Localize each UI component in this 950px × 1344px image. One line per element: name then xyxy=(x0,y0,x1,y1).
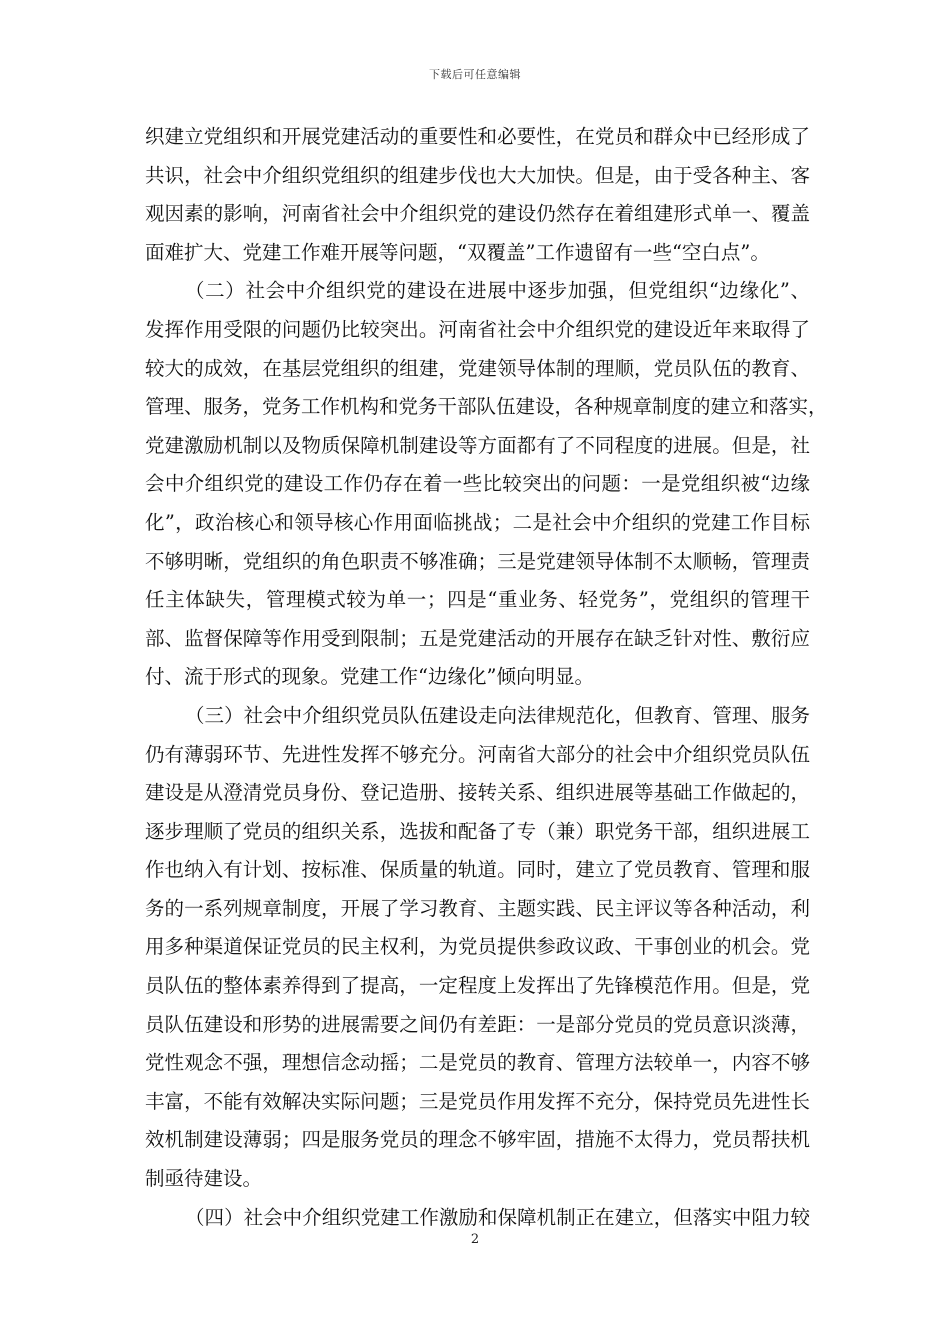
text-line: 化”，政治核心和领导核心作用面临挑战；二是社会中介组织的党建工作目标 xyxy=(145,510,810,534)
text-line: 面难扩大、党建工作难开展等问题，“双覆盖”工作遗留有一些“空白点”。 xyxy=(145,240,770,264)
text-line: 部、监督保障等作用受到限制；五是党建活动的开展存在缺乏针对性、敷衍应 xyxy=(145,626,810,650)
paragraph-heading-line: （三）社会中介组织党员队伍建设走向法律规范化，但教育、管理、服务 xyxy=(185,703,810,727)
text-line: 务的一系列规章制度，开展了学习教育、主题实践、民主评议等各种活动，利 xyxy=(145,896,810,920)
text-line: 丰富，不能有效解决实际问题；三是党员作用发挥不充分，保持党员先进性长 xyxy=(145,1089,810,1113)
text-line: 用多种渠道保证党员的民主权利，为党员提供参政议政、干事创业的机会。党 xyxy=(145,935,810,959)
text-line: 党建激励机制以及物质保障机制建设等方面都有了不同程度的进展。但是，社 xyxy=(145,433,810,457)
text-line: 效机制建设薄弱；四是服务党员的理念不够牢固，措施不太得力，党员帮扶机 xyxy=(145,1128,810,1152)
text-line: 发挥作用受限的问题仍比较突出。河南省社会中介组织党的建设近年来取得了 xyxy=(145,317,810,341)
text-line: 观因素的影响，河南省社会中介组织党的建设仍然存在着组建形式单一、覆盖 xyxy=(145,202,810,226)
text-line: 仍有薄弱环节、先进性发挥不够充分。河南省大部分的社会中介组织党员队伍 xyxy=(145,742,810,766)
text-line: 制亟待建设。 xyxy=(145,1167,263,1191)
text-line: 织建立党组织和开展党建活动的重要性和必要性，在党员和群众中已经形成了 xyxy=(145,125,810,148)
document-body xyxy=(145,118,828,1237)
text-line: 逐步理顺了党员的组织关系，选拔和配备了专（兼）职党务干部，组织进展工 xyxy=(145,819,810,843)
text-line: 员队伍的整体素养得到了提高，一定程度上发挥出了先锋模范作用。但是，党 xyxy=(145,974,810,998)
page-header: 下载后可任意编辑 xyxy=(429,68,521,81)
paragraph-heading-line: （四）社会中介组织党建工作激励和保障机制正在建立，但落实中阻力较 xyxy=(185,1205,810,1229)
text-line: 党性观念不强，理想信念动摇；二是党员的教育、管理方法较单一，内容不够 xyxy=(145,1051,810,1075)
text-line: 建设是从澄清党员身份、登记造册、接转关系、组织进展等基础工作做起的， xyxy=(145,781,810,805)
text-line: 作也纳入有计划、按标准、保质量的轨道。同时，建立了党员教育、管理和服 xyxy=(145,858,810,882)
page-number: 2 xyxy=(470,1232,480,1247)
paragraph-heading-line: （二）社会中介组织党的建设在进展中逐步加强，但党组织“边缘化”、 xyxy=(185,279,810,303)
text-line: 不够明晰，党组织的角色职责不够准确；三是党建领导体制不太顺畅，管理责 xyxy=(145,549,810,573)
text-line: 管理、服务，党务工作机构和党务干部队伍建设，各种规章制度的建立和落实， xyxy=(145,395,828,419)
text-line: 任主体缺失，管理模式较为单一；四是“重业务、轻党务”，党组织的管理干 xyxy=(145,588,810,612)
text-line: 共识，社会中介组织党组织的组建步伐也大大加快。但是，由于受各种主、客 xyxy=(145,163,810,187)
text-line: 员队伍建设和形势的进展需要之间仍有差距：一是部分党员的党员意识淡薄， xyxy=(145,1012,810,1036)
text-line: 较大的成效，在基层党组织的组建，党建领导体制的理顺，党员队伍的教育、 xyxy=(145,356,810,380)
text-line: 付、流于形式的现象。党建工作“边缘化”倾向明显。 xyxy=(145,665,594,689)
text-line: 会中介组织党的建设工作仍存在着一些比较突出的问题：一是党组织被“边缘 xyxy=(145,472,810,496)
